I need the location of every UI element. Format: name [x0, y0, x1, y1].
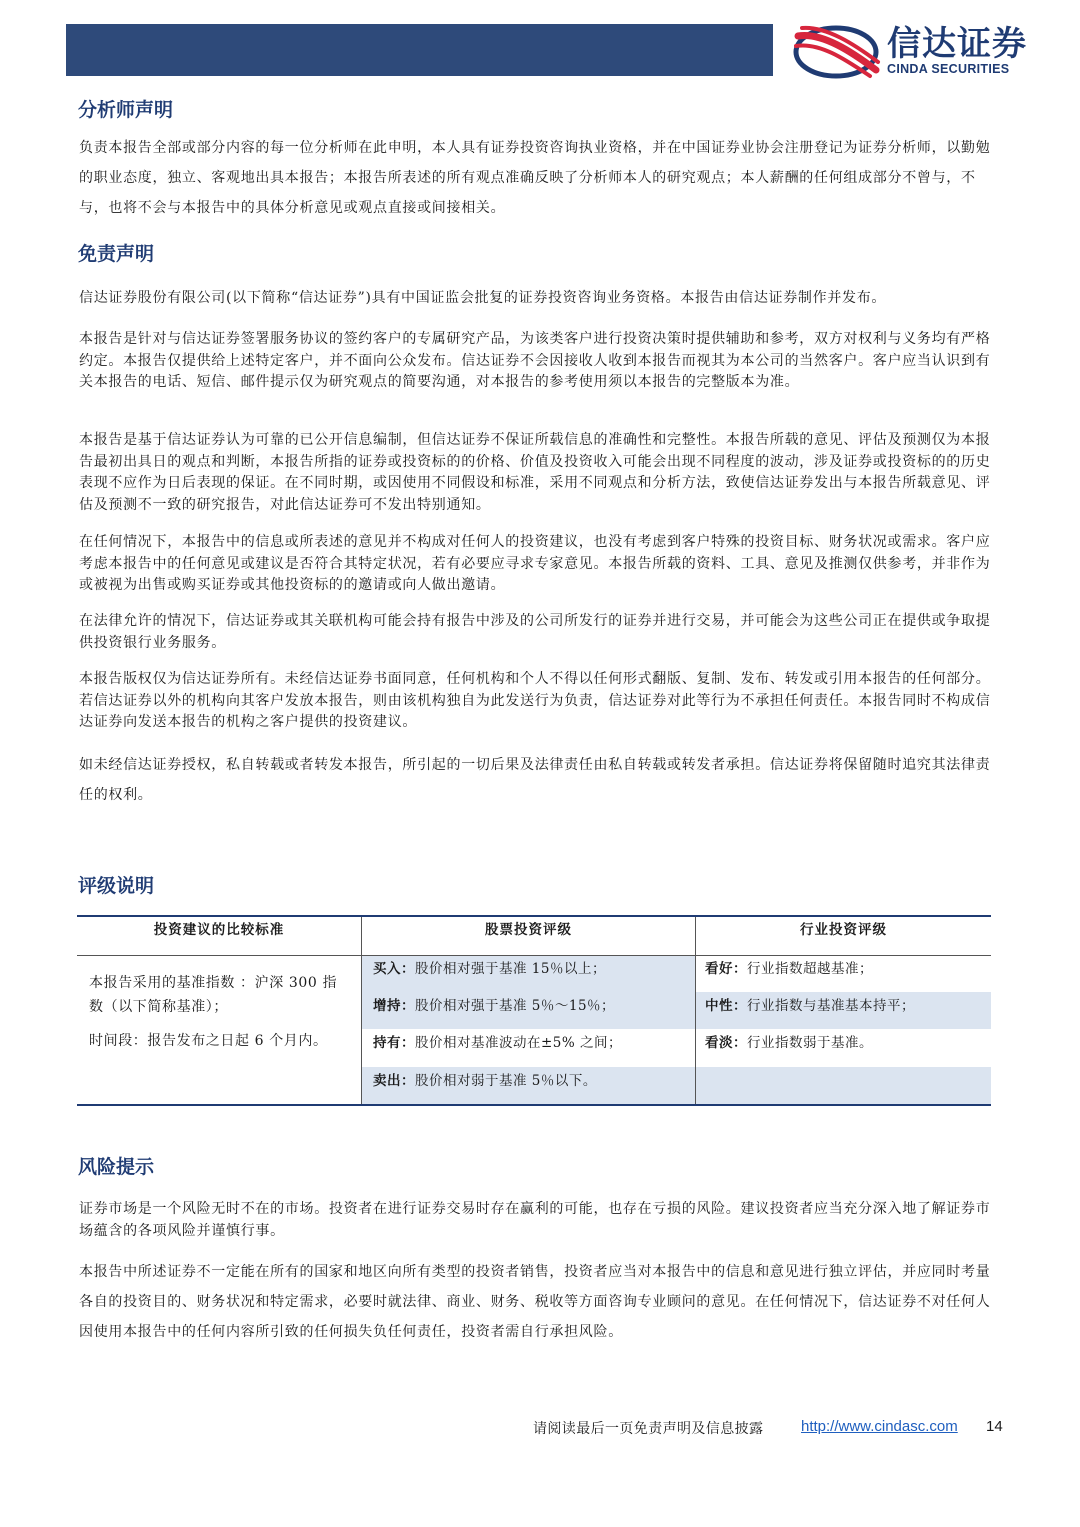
industry-rating-desc: 行业指数超越基准；	[747, 961, 873, 977]
stock-rating-overweight	[373, 994, 615, 1018]
rating-heading: 评级说明	[78, 875, 155, 897]
footer-notice: 请阅读最后一页免责声明及信息披露	[533, 1421, 764, 1437]
stock-rating-label: 增持：	[373, 998, 415, 1014]
stock-rating-hold	[373, 1031, 622, 1055]
table-column-divider	[695, 917, 696, 1104]
risk-heading: 风险提示	[78, 1156, 155, 1178]
table-column-divider	[361, 917, 362, 1104]
stock-rating-sell	[373, 1069, 597, 1093]
industry-rating-label: 看好：	[705, 961, 747, 977]
header-bar	[66, 24, 773, 76]
stock-rating-label: 持有：	[373, 1035, 415, 1051]
rating-table	[77, 915, 991, 1106]
disclaimer-paragraph-4: 在任何情况下，本报告中的信息或所表述的意见并不构成对任何人的投资建议，也没有考虑到客户特殊的投资目标、财务状况或需求。客户应考虑本报告中的任何意见或建议是否符合其特定状况，若有必要应寻求专家意见。本报告所载的资料、工具、意见及推测仅供参考，并非作为或被视为出售或购买证券或其他投资标的的邀请或向人做出邀请。	[79, 534, 991, 593]
footer-website-link[interactable]: http://www.cindasc.com	[801, 1418, 958, 1435]
risk-paragraph-2: 本报告中所述证券不一定能在所有的国家和地区向所有类型的投资者销售，投资者应当对本报告中的信息和意见进行独立评估，并应同时考量各自的投资目的、财务状况和特定需求，必要时就法律、商业、财务、税收等方面咨询专业顾问的意见。在任何情况下，信达证券不对任何人因使用本报告中的任何内容所引致的任何损失负任何责任，投资者需自行承担风险。	[79, 1264, 991, 1340]
industry-rating-negative	[705, 1031, 873, 1055]
disclaimer-paragraph-1: 信达证券股份有限公司(以下简称“信达证券”)具有中国证监会批复的证券投资咨询业务资格。本报告由信达证券制作并发布。	[79, 290, 887, 306]
risk-paragraph-1: 证券市场是一个风险无时不在的市场。投资者在进行证券交易时存在赢利的可能，也存在亏损的风险。建议投资者应当充分深入地了解证券市场蕴含的各项风险并谨慎行事。	[79, 1201, 991, 1239]
industry-rating-label: 看淡：	[705, 1035, 747, 1051]
stock-rating-label: 买入：	[373, 961, 415, 977]
logo-swoosh-icon	[792, 22, 882, 80]
table-header-divider	[77, 955, 991, 956]
stock-rating-label: 卖出：	[373, 1073, 415, 1089]
company-logo	[792, 22, 1057, 80]
stock-rating-desc: 股价相对基准波动在±5% 之间；	[415, 1035, 623, 1051]
logo-chinese-name: 信达证券	[887, 24, 1027, 64]
stock-rating-desc: 股价相对强于基准 15％以上；	[415, 961, 606, 977]
logo-english-name: CINDA SECURITIES	[887, 62, 1010, 76]
stock-rating-desc: 股价相对强于基准 5％～15％；	[415, 998, 616, 1014]
disclaimer-paragraph-2: 本报告是针对与信达证券签署服务协议的签约客户的专属研究产品，为该类客户进行投资决策时提供辅助和参考，双方对权利与义务均有严格约定。本报告仅提供给上述特定客户，并不面向公众发布。信达证券不会因接收人收到本报告而视其为本公司的当然客户。客户应当认识到有关本报告的电话、短信、邮件提示仅为研究观点的简要沟通，对本报告的参考使用须以本报告的完整版本为准。	[79, 331, 991, 390]
stock-rating-buy	[373, 957, 606, 981]
analyst-statement-heading: 分析师声明	[78, 99, 174, 121]
table-header-industry-rating: 行业投资评级	[800, 922, 887, 938]
stock-rating-desc: 股价相对弱于基准 5％以下。	[415, 1073, 597, 1089]
disclaimer-paragraph-3: 本报告是基于信达证券认为可靠的已公开信息编制，但信达证券不保证所载信息的准确性和完整性。本报告所载的意见、评估及预测仅为本报告最初出具日的观点和判断，本报告所指的证券或投资标的的价格、价值及投资收入可能会出现不同程度的波动，涉及证券或投资标的的历史表现不应作为日后表现的保证。在不同时期，或因使用不同假设和标准，采用不同观点和分析方法，致使信达证券发出与本报告所载意见、评估及预测不一致的研究报告，对此信达证券可不发出特别通知。	[79, 432, 991, 513]
analyst-statement-text: 负责本报告全部或部分内容的每一位分析师在此申明，本人具有证券投资咨询执业资格，并在中国证券业协会注册登记为证券分析师，以勤勉的职业态度，独立、客观地出具本报告；本报告所表述的所有观点准确反映了分析师本人的研究观点；本人薪酬的任何组成部分不曾与，不与，也将不会与本报告中的具体分析意见或观点直接或间接相关。	[79, 140, 991, 216]
industry-rating-desc: 行业指数与基准基本持平；	[747, 998, 915, 1014]
industry-rating-neutral	[705, 994, 915, 1018]
benchmark-index-text: 本报告采用的基准指数 ：沪深 300 指数（以下简称基准）；	[89, 975, 338, 1015]
table-header-stock-rating: 股票投资评级	[485, 922, 572, 938]
disclaimer-paragraph-7: 如未经信达证券授权，私自转载或者转发本报告，所引起的一切后果及法律责任由私自转载或转发者承担。信达证券将保留随时追究其法律责任的权利。	[79, 757, 991, 803]
table-header-benchmark: 投资建议的比较标准	[153, 922, 285, 938]
industry-rating-label: 中性：	[705, 998, 747, 1014]
disclaimer-heading: 免责声明	[78, 243, 155, 265]
disclaimer-paragraph-6: 本报告版权仅为信达证券所有。未经信达证券书面同意，任何机构和个人不得以任何形式翻版、复制、发布、转发或引用本报告的任何部分。若信达证券以外的机构向其客户发放本报告，则由该机构独自为此发送行为负责，信达证券对此等行为不承担任何责任。本报告同时不构成信达证券向发送本报告的机构之客户提供的投资建议。	[79, 671, 991, 730]
benchmark-period-text: 时间段：报告发布之日起 6 个月内。	[89, 1033, 328, 1049]
industry-rating-positive	[705, 957, 873, 981]
disclaimer-paragraph-5: 在法律允许的情况下，信达证券或其关联机构可能会持有报告中涉及的公司所发行的证券并进行交易，并可能会为这些公司正在提供或争取提供投资银行业务服务。	[79, 613, 991, 651]
page-number: 14	[986, 1418, 1003, 1435]
industry-rating-desc: 行业指数弱于基准。	[747, 1035, 873, 1051]
